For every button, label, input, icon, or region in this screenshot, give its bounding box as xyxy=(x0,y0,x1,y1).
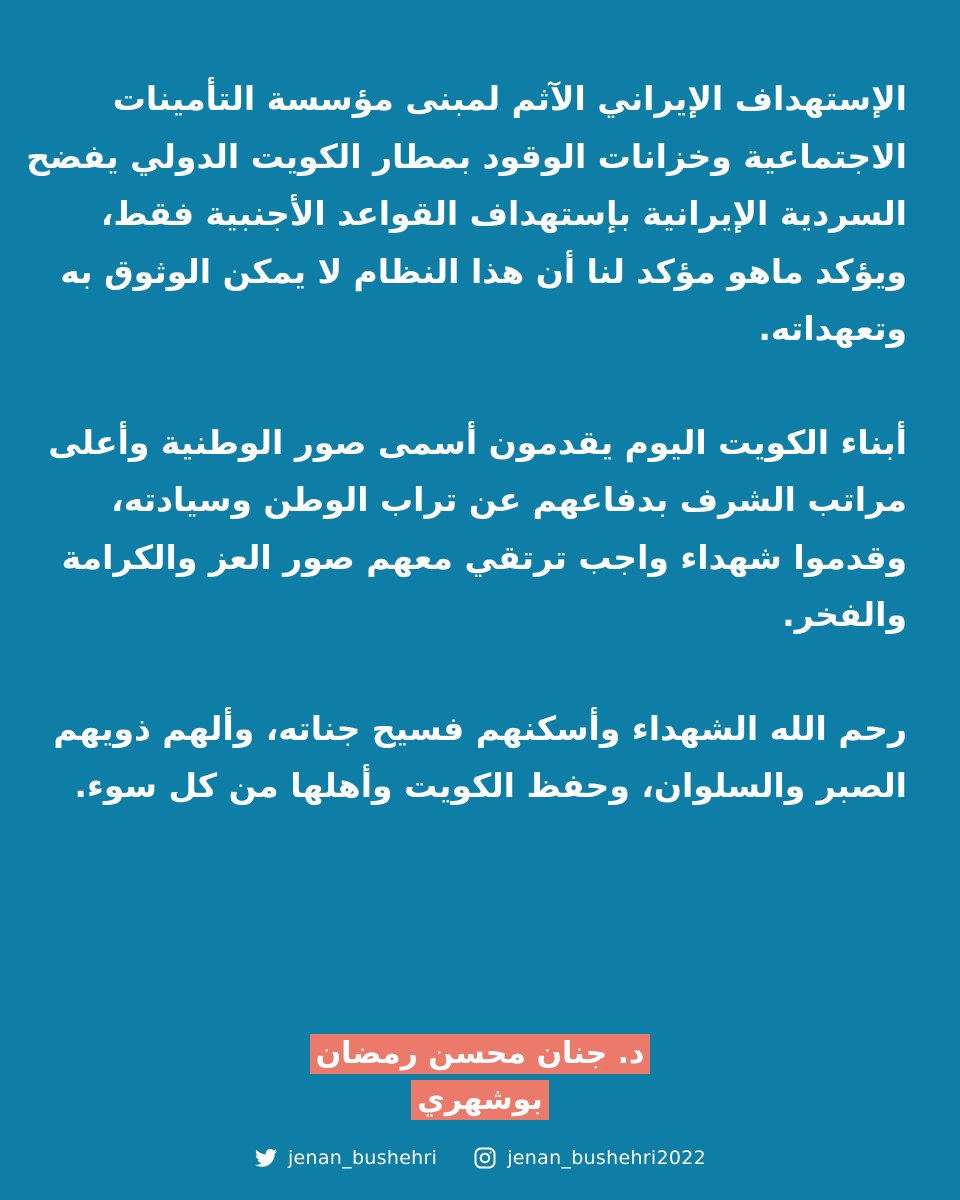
instagram-handle-item[interactable] xyxy=(473,1146,706,1170)
paragraph-1 xyxy=(26,70,907,358)
paragraph-line: رحم الله الشهداء وأسكنهم فسيح جناته، وألهم ذويهم xyxy=(53,708,907,748)
twitter-handle-item[interactable] xyxy=(254,1146,437,1170)
twitter-icon xyxy=(254,1146,278,1170)
signature-line-1 xyxy=(0,1034,960,1074)
paragraph-line: الإستهداف الإيراني الآثم لمبنى مؤسسة التأمينات xyxy=(112,79,907,118)
paragraph-line: مراتب الشرف بدفاعهم عن تراب الوطن وسيادته، xyxy=(111,480,907,519)
author-surname: بوشهري xyxy=(411,1080,549,1120)
statement xyxy=(26,70,907,871)
social-handles xyxy=(0,1146,960,1170)
paragraph-line: وتعهداته. xyxy=(758,309,907,348)
paragraph-line: الصبر والسلوان، وحفظ الكويت وأهلها من كل سوء. xyxy=(74,766,907,805)
signature-line-2 xyxy=(0,1080,960,1120)
paragraph-2 xyxy=(48,414,907,644)
paragraph-line: ويؤكد ماهو مؤكد لنا أن هذا النظام لا يمكن الوثوق به xyxy=(60,251,907,291)
author-signature xyxy=(0,1034,960,1126)
paragraph-line: وقدموا شهداء واجب ترتقي معهم صور العز والكرامة xyxy=(61,537,907,577)
paragraph-line: أبناء الكويت اليوم يقدمون أسمى صور الوطنية وأعلى xyxy=(48,422,907,462)
paragraph-3 xyxy=(53,700,907,815)
twitter-handle-text: jenan_bushehri xyxy=(287,1147,438,1169)
author-name: د. جنان محسن رمضان xyxy=(310,1034,651,1074)
instagram-icon xyxy=(473,1146,497,1170)
paragraph-line: السردية الإيرانية بإستهداف القواعد الأجنبية فقط، xyxy=(100,194,907,233)
paragraph-line: والفخر. xyxy=(782,595,907,634)
instagram-handle-text: jenan_bushehri2022 xyxy=(507,1147,707,1169)
paragraph-line: الاجتماعية وخزانات الوقود بمطار الكويت الدولي يفضح xyxy=(26,136,907,176)
